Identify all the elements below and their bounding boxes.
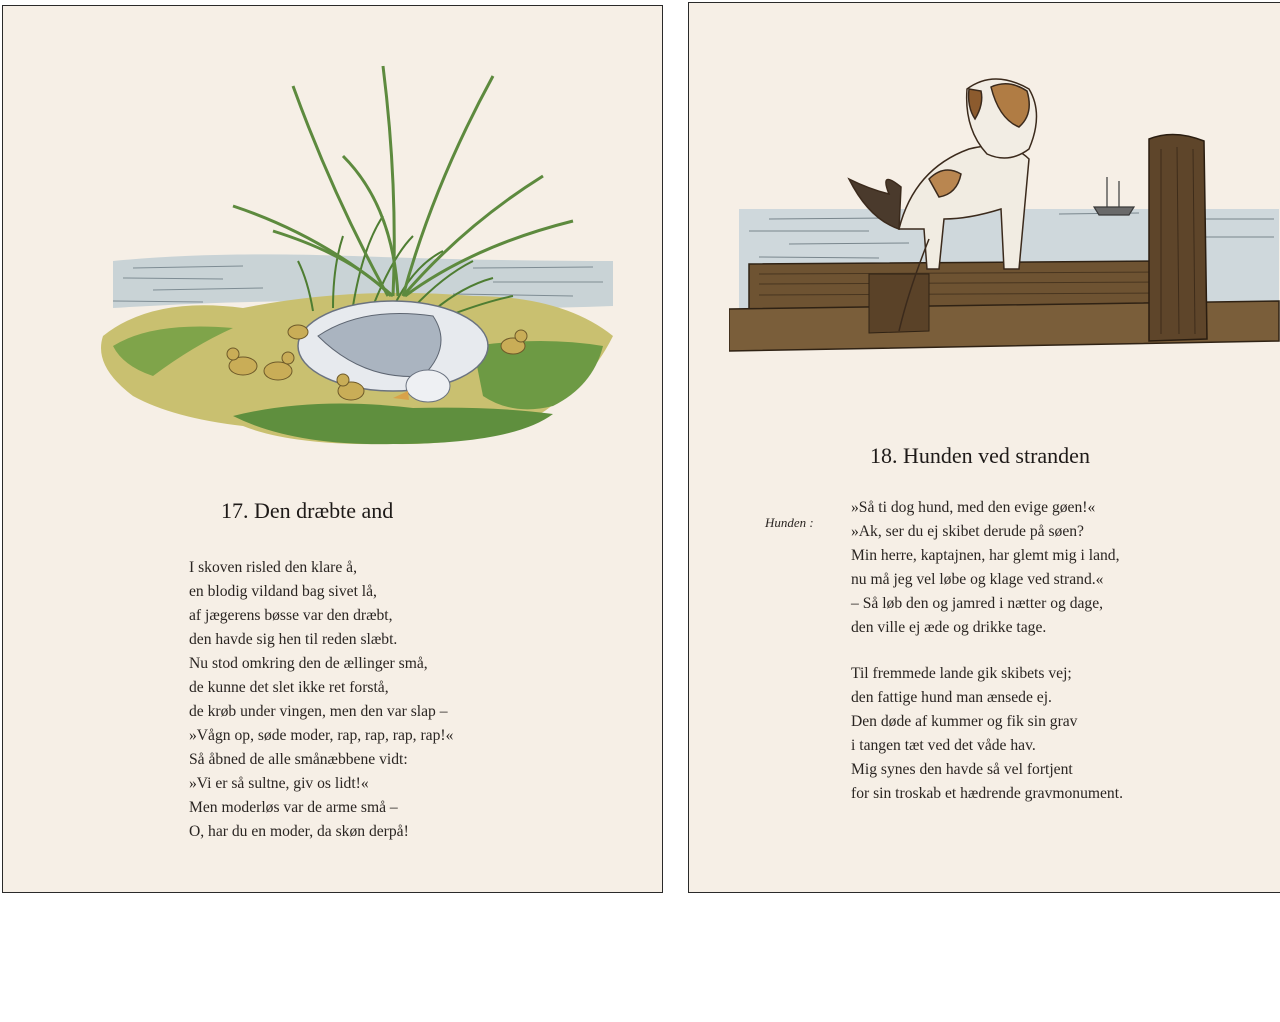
dog-on-pier-illustration (729, 69, 1280, 359)
poem-title: 18. Hunden ved stranden (870, 443, 1090, 468)
poem-body (189, 556, 453, 844)
poem-line: »Vi er så sultne, giv os lidt!« (189, 775, 369, 792)
speaker-label: Hunden : (765, 515, 814, 530)
poem-line: de kunne det slet ikke ret forstå, (189, 679, 389, 696)
poem-body (851, 496, 1123, 806)
poem-line: for sin troskab et hædrende gravmonument. (851, 785, 1123, 802)
poem-line: Men moderløs var de arme små – (189, 799, 398, 816)
poem-line: Den døde af kummer og fik sin grav (851, 713, 1078, 730)
poem-line: O, har du en moder, da skøn derpå! (189, 823, 409, 840)
dead-duck-with-ducklings-in-reeds-illustration (93, 46, 623, 466)
poem-line: i tangen tæt ved det våde hav. (851, 737, 1036, 754)
poem-line: »Så ti dog hund, med den evige gøen!« (851, 499, 1096, 516)
poem-line: Til fremmede lande gik skibets vej; (851, 665, 1072, 682)
poem-line: – Så løb den og jamred i nætter og dage, (851, 595, 1104, 612)
poem-line: den fattige hund man ænsede ej. (851, 689, 1052, 706)
left-page (2, 5, 663, 893)
poem-line: Så åbned de alle smånæbbene vidt: (189, 751, 408, 768)
poem-line: Nu stod omkring den de ællinger små, (189, 655, 428, 672)
right-page (688, 2, 1280, 893)
poem-line: af jægerens bøsse var den dræbt, (189, 607, 393, 624)
dog-on-pier-looking-at-ship-illustration (729, 69, 1280, 359)
poem-title: 17. Den dræbte and (221, 498, 394, 523)
poem-line: de krøb under vingen, men den var slap – (189, 703, 448, 720)
stanza-break (851, 640, 1123, 662)
poem-line: nu må jeg vel løbe og klage ved strand.« (851, 571, 1104, 588)
dead-duck-illustration (93, 46, 623, 466)
poem-line: I skoven risled den klare å, (189, 559, 358, 576)
poem-line: »Vågn op, søde moder, rap, rap, rap, rap!« (189, 727, 454, 744)
poem-line: en blodig vildand bag sivet lå, (189, 583, 377, 600)
poem-line: Mig synes den havde så vel fortjent (851, 761, 1073, 778)
poem-line: den ville ej æde og drikke tage. (851, 619, 1047, 636)
poem-line: »Ak, ser du ej skibet derude på søen? (851, 523, 1084, 540)
poem-line: Min herre, kaptajnen, har glemt mig i land, (851, 547, 1120, 564)
poem-line: den havde sig hen til reden slæbt. (189, 631, 398, 648)
